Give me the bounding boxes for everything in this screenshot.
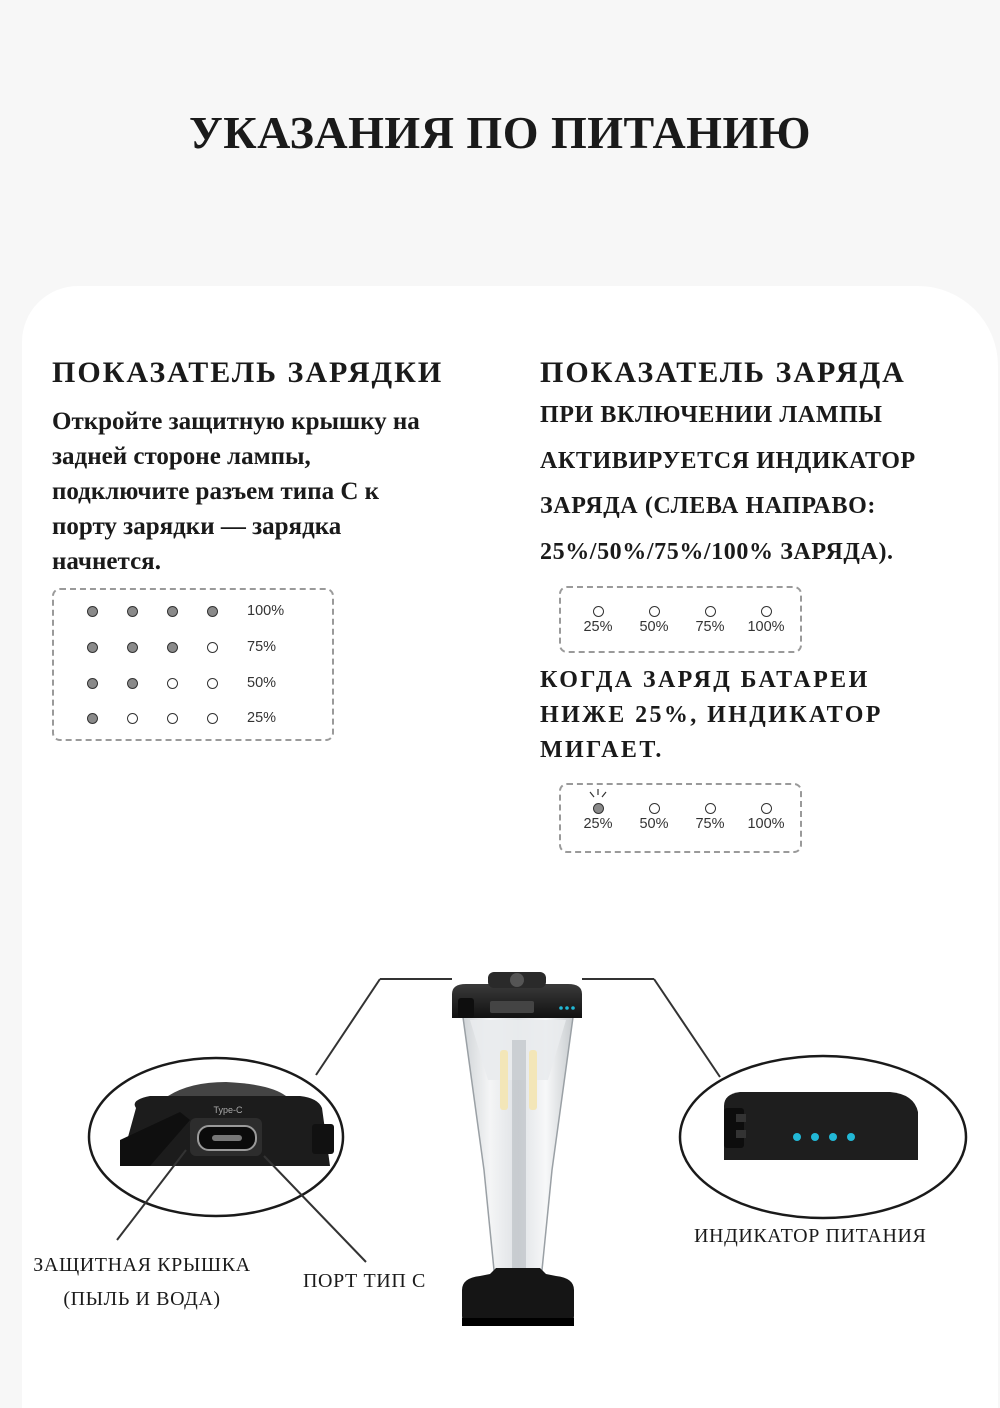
- indicator-dot: [207, 642, 218, 653]
- indicator-dot: [167, 713, 178, 724]
- caption-line: (ПЫЛЬ И ВОДА): [63, 1288, 221, 1310]
- indicator-item: [680, 803, 740, 832]
- charging-indicator-title: ПОКАЗАТЕЛЬ ЗАРЯДКИ: [52, 356, 444, 389]
- indicator-label: 100%: [747, 816, 785, 832]
- indicator-dot: [167, 642, 178, 653]
- low-battery-description: [540, 663, 883, 768]
- indicator-dot: [87, 642, 98, 653]
- indicator-dot: [87, 606, 98, 617]
- text-line: начнется.: [52, 548, 161, 575]
- charging-instructions: [52, 404, 420, 579]
- indicator-label: 50%: [639, 619, 669, 635]
- caption-line: ЗАЩИТНАЯ КРЫШКА: [33, 1254, 251, 1276]
- level-label: 75%: [247, 639, 277, 655]
- text-line: ЗАРЯДА (СЛЕВА НАПРАВО:: [540, 493, 876, 519]
- indicator-item: [736, 803, 796, 832]
- text-line: 25%/50%/75%/100% ЗАРЯДА).: [540, 538, 894, 565]
- text-line: АКТИВИРУЕТСЯ ИНДИКАТОР: [540, 447, 916, 474]
- indicator-item: [624, 606, 684, 635]
- indicator-label: 25%: [583, 619, 613, 635]
- level-label: 100%: [247, 603, 285, 619]
- indicator-item: [680, 606, 740, 635]
- level-label: 50%: [247, 675, 277, 691]
- indicator-dot: [649, 606, 660, 617]
- indicator-dot: [761, 803, 772, 814]
- charging-level-row: [54, 639, 332, 662]
- text-line: Откройте защитную крышку на: [52, 408, 420, 435]
- charge-indicator-title: ПОКАЗАТЕЛЬ ЗАРЯДА: [540, 356, 906, 389]
- indicator-dot: [127, 642, 138, 653]
- text-line: подключите разъем типа С к: [52, 478, 380, 505]
- indicator-label: 50%: [639, 816, 669, 832]
- indicator-dot: [87, 713, 98, 724]
- indicator-item: [568, 606, 628, 635]
- level-label: 25%: [247, 710, 277, 726]
- blinking-indicator-dot: [593, 803, 604, 814]
- text-line: задней стороне лампы,: [52, 443, 311, 470]
- blink-rays-icon: [586, 788, 610, 804]
- text-line: НИЖЕ 25%, ИНДИКАТОР: [540, 702, 883, 728]
- type-c-port-caption: ПОРТ ТИП С: [303, 1270, 426, 1292]
- indicator-dot: [167, 678, 178, 689]
- protective-cover-caption: [22, 1248, 262, 1316]
- indicator-dot: [649, 803, 660, 814]
- indicator-label: 25%: [583, 816, 613, 832]
- indicator-dot: [127, 713, 138, 724]
- indicator-dot: [87, 678, 98, 689]
- type-c-port-label: Type-C: [213, 1105, 243, 1115]
- indicator-dot: [167, 606, 178, 617]
- power-indicator-closeup: [724, 1092, 918, 1160]
- indicator-item: [736, 606, 796, 635]
- pointer-line: [654, 979, 720, 1077]
- indicator-dot: [761, 606, 772, 617]
- indicator-dot: [705, 803, 716, 814]
- indicator-label: 100%: [747, 619, 785, 635]
- indicator-dot: [207, 678, 218, 689]
- charging-level-row: [54, 675, 332, 698]
- indicator-dot: [207, 606, 218, 617]
- page-title: УКАЗАНИЯ ПО ПИТАНИЮ: [188, 107, 812, 158]
- text-line: ПРИ ВКЛЮЧЕНИИ ЛАМПЫ: [540, 402, 883, 428]
- text-line: порту зарядки — зарядка: [52, 513, 342, 540]
- charging-level-row: [54, 603, 332, 626]
- text-line: МИГАЕТ.: [540, 737, 664, 763]
- charge-description: [540, 393, 916, 575]
- indicator-label: 75%: [695, 619, 725, 635]
- indicator-item: [568, 803, 628, 832]
- indicator-dot: [207, 713, 218, 724]
- indicator-dot: [127, 606, 138, 617]
- low-battery-indicator-box: [559, 783, 802, 853]
- indicator-dot: [593, 606, 604, 617]
- charge-indicator-box: [559, 586, 802, 653]
- lamp-body: [452, 972, 582, 1326]
- pointer-line: [316, 979, 380, 1075]
- indicator-label: 75%: [695, 816, 725, 832]
- text-line: КОГДА ЗАРЯД БАТАРЕИ: [540, 667, 870, 693]
- charging-level-row: [54, 710, 332, 733]
- indicator-dot: [127, 678, 138, 689]
- charging-level-table: [52, 588, 334, 741]
- indicator-dot: [705, 606, 716, 617]
- indicator-item: [624, 803, 684, 832]
- power-indicator-caption: ИНДИКАТОР ПИТАНИЯ: [694, 1225, 927, 1247]
